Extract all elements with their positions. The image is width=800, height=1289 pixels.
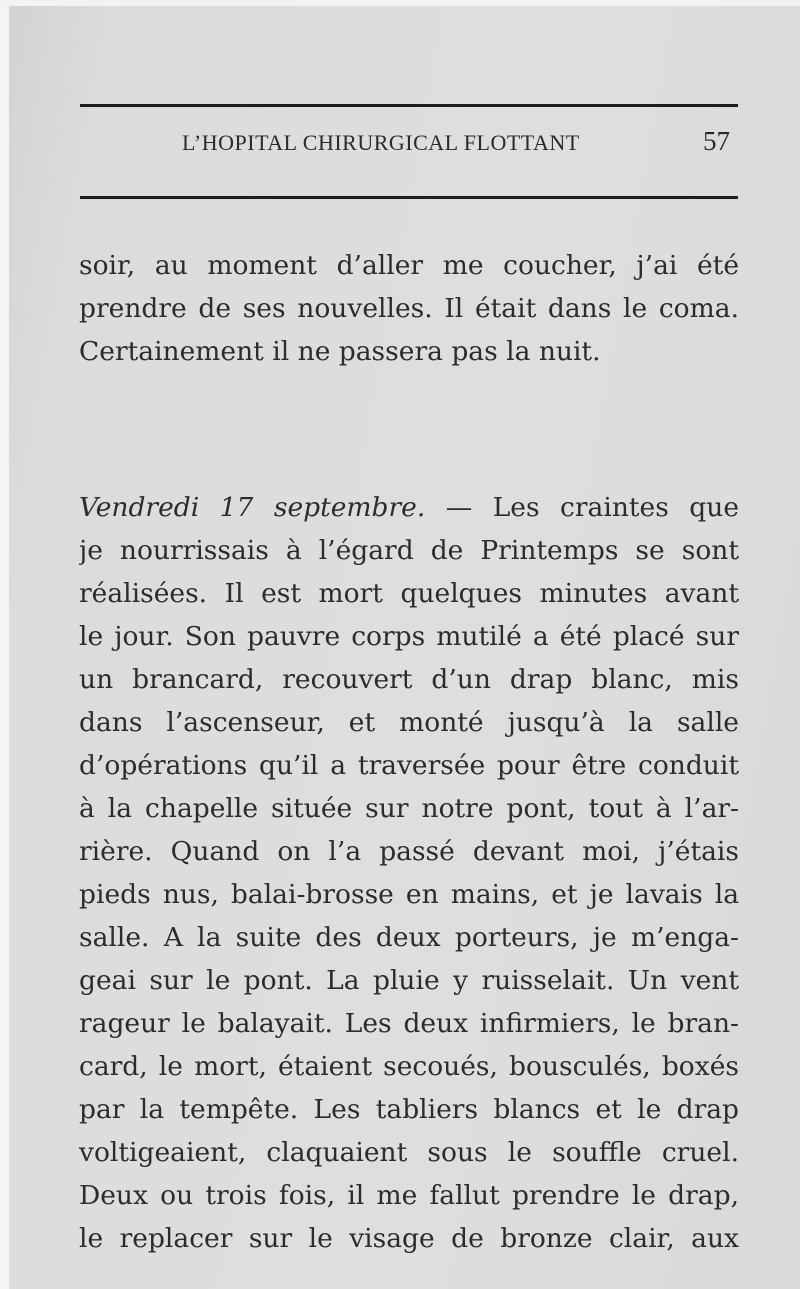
paragraph-continued xyxy=(79,244,739,373)
text-line: Certainement il ne passera pas la nuit. xyxy=(79,336,601,367)
text-line: à la chapelle située sur notre pont, tout à l’ar- xyxy=(79,793,739,824)
text-line: card, le mort, étaient secoués, bousculés, boxés xyxy=(79,1051,739,1082)
header-rule-top xyxy=(80,104,738,107)
text-line: pieds nus, balai-brosse en mains, et je lavais la xyxy=(79,879,739,910)
text-line: le jour. Son pauvre corps mutilé a été placé sur xyxy=(79,621,739,652)
page-number: 57 xyxy=(703,126,730,156)
text-line: le replacer sur le visage de bronze clair, aux xyxy=(79,1223,739,1254)
text-line: prendre de ses nouvelles. Il était dans le coma. xyxy=(79,293,739,324)
running-title: L’HOPITAL CHIRURGICAL FLOTTANT xyxy=(182,130,580,155)
diary-entry xyxy=(79,486,739,1260)
header-rule-bottom xyxy=(80,196,738,199)
entry-first-line xyxy=(79,486,739,529)
text-line: rageur le balayait. Les deux infirmiers, le bran- xyxy=(79,1008,739,1039)
text-line: voltigeaient, claquaient sous le souffle cruel. xyxy=(79,1137,739,1168)
text-line: un brancard, recouvert d’un drap blanc, mis xyxy=(79,664,739,695)
page-top-margin xyxy=(0,0,800,6)
text-line: d’opérations qu’il a traversée pour être conduit xyxy=(79,750,739,781)
page-left-margin xyxy=(0,0,9,1289)
text-line: geai sur le pont. La pluie y ruisselait. Un vent xyxy=(79,965,739,996)
text-line: dans l’ascenseur, et monté jusqu’à la salle xyxy=(79,707,739,738)
text-line: je nourrissais à l’égard de Printemps se sont xyxy=(79,535,739,566)
text-line: soir, au moment d’aller me coucher, j’ai été xyxy=(79,250,739,281)
entry-first-line-text: — Les craintes que xyxy=(425,492,739,523)
running-head xyxy=(0,126,800,166)
entry-date: Vendredi 17 septembre. xyxy=(79,492,426,523)
text-line: Deux ou trois fois, il me fallut prendre le drap, xyxy=(79,1180,739,1211)
text-line: réalisées. Il est mort quelques minutes avant xyxy=(79,578,739,609)
text-line: par la tempête. Les tabliers blancs et le drap xyxy=(79,1094,739,1125)
text-line: salle. A la suite des deux porteurs, je m’enga- xyxy=(79,922,739,953)
text-line: rière. Quand on l’a passé devant moi, j’étais xyxy=(79,836,739,867)
